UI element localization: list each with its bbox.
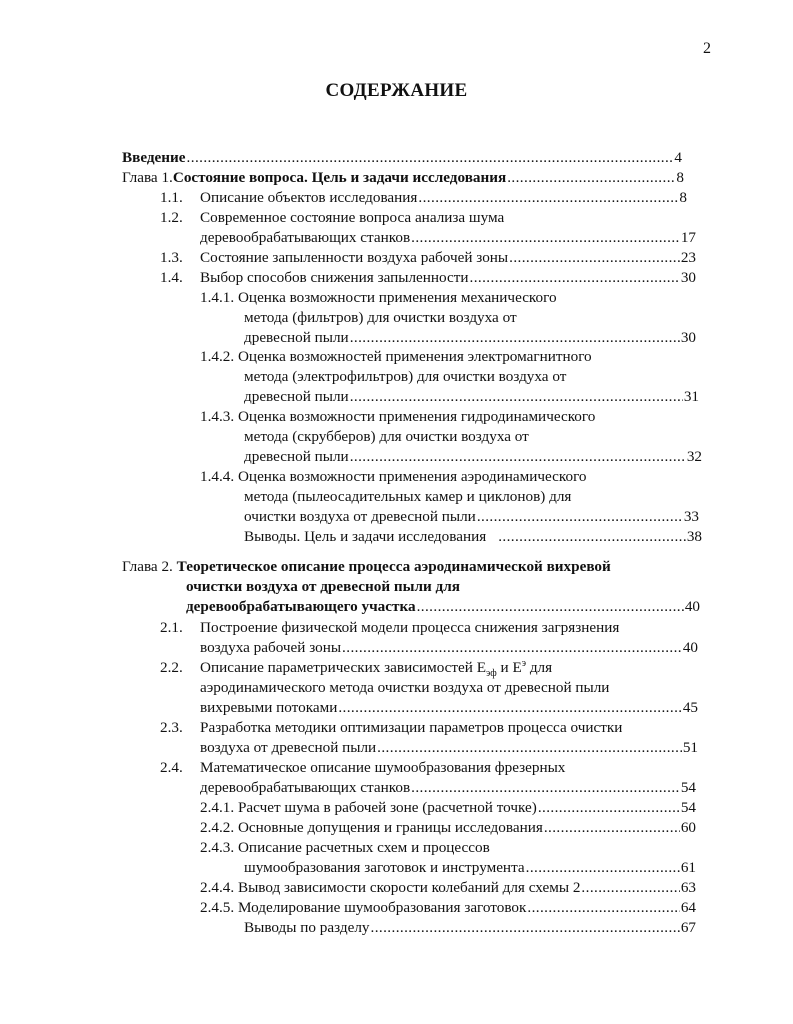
toc-page-number: 64 <box>680 899 696 916</box>
toc-page-number: 23 <box>680 249 696 266</box>
section-number: 1.2. <box>160 209 183 226</box>
subsection-title-cont: шумообразования заготовок и инструмента <box>244 859 525 876</box>
chapter-prefix: Глава 2. <box>122 558 177 575</box>
formula-text: Описание параметрических зависимостей E <box>200 659 486 676</box>
toc-page-number: 45 <box>682 699 698 716</box>
leader-dots <box>527 899 679 917</box>
leader-dots <box>342 639 682 657</box>
leader-dots <box>338 699 681 717</box>
conclusions-title: Выводы. Цель и задачи исследования <box>244 528 487 545</box>
subsection-title-cont: метода (фильтров) для очистки воздуха от <box>244 309 517 326</box>
toc-entry-2-2[interactable] <box>200 699 698 717</box>
toc-entry-2-4[interactable] <box>200 779 696 797</box>
section-title-cont: аэродинамического метода очистки воздуха от древесной пыли <box>200 679 610 696</box>
formula-text: для <box>526 659 553 676</box>
toc-entry-1-4[interactable] <box>200 269 696 287</box>
section-title-cont: вихревыми потоками <box>200 699 338 716</box>
conclusions-title: Выводы по разделу <box>244 919 370 936</box>
toc-page-number: 61 <box>680 859 696 876</box>
toc-entry-1-1[interactable] <box>200 189 687 207</box>
section-number: 2.1. <box>160 619 183 636</box>
subsection-title-cont: древесной пыли <box>244 448 349 465</box>
toc-page-number: 8 <box>679 189 687 206</box>
toc-page-number: 30 <box>680 269 696 286</box>
page-title: СОДЕРЖАНИЕ <box>325 80 468 101</box>
leader-dots <box>417 598 684 616</box>
toc-page-number: 54 <box>680 799 696 816</box>
toc-page-number: 54 <box>680 779 696 796</box>
section-title-cont: деревообрабатывающих станков <box>200 779 411 796</box>
section-title: Описание объектов исследования <box>200 189 418 206</box>
chapter-title: Теоретическое описание процесса аэродинамической вихревой <box>176 558 611 575</box>
subsection-title: 2.4.4. Вывод зависимости скорости колебаний для схемы 2 <box>200 879 581 896</box>
formula-superscript: э <box>521 657 527 669</box>
subsection-title: 1.4.4. Оценка возможности применения аэродинамического <box>200 468 587 485</box>
toc-page-number: 67 <box>680 919 696 936</box>
toc-entry-2-4-4[interactable] <box>200 879 696 897</box>
toc-entry-ch1-conclusions[interactable] <box>244 528 702 546</box>
subsection-title: 1.4.3. Оценка возможности применения гидродинамического <box>200 408 596 425</box>
leader-dots <box>507 169 675 187</box>
leader-dots <box>418 189 678 207</box>
leader-dots <box>377 739 682 757</box>
leader-dots <box>538 799 680 817</box>
section-title: Состояние запыленности воздуха рабочей зоны <box>200 249 509 266</box>
toc-page-number: 33 <box>683 508 699 525</box>
page-number: 2 <box>703 40 711 57</box>
toc-entry-2-4-1[interactable] <box>200 799 696 817</box>
section-number: 1.3. <box>160 249 183 266</box>
leader-dots <box>371 919 680 937</box>
leader-dots <box>350 448 686 466</box>
toc-entry-chapter-2-line1[interactable] <box>122 558 611 576</box>
toc-entry-1-4-2[interactable] <box>244 388 699 406</box>
subsection-title: 1.4.1. Оценка возможности применения механического <box>200 289 557 306</box>
leader-dots <box>544 819 680 837</box>
toc-entry-2-4-5[interactable] <box>200 899 696 917</box>
leader-dots <box>498 528 686 546</box>
toc-page-number: 17 <box>680 229 696 246</box>
section-number: 1.1. <box>160 189 183 206</box>
section-title-cont: воздуха рабочей зоны <box>200 639 342 656</box>
toc-entry-2-3[interactable] <box>200 739 698 757</box>
toc-entry-chapter-1[interactable] <box>122 169 684 187</box>
section-number: 1.4. <box>160 269 183 286</box>
section-number: 2.3. <box>160 719 183 736</box>
toc-page-number: 60 <box>680 819 696 836</box>
subsection-title: 1.4.2. Оценка возможностей применения электромагнитного <box>200 348 592 365</box>
section-number: 2.2. <box>160 659 183 676</box>
leader-dots <box>350 329 680 347</box>
chapter-title: Состояние вопроса. Цель и задачи исследования <box>172 169 507 186</box>
toc-entry-2-4-2[interactable] <box>200 819 696 837</box>
subsection-title: 2.4.5. Моделирование шумообразования заготовок <box>200 899 527 916</box>
subsection-title-cont: очистки воздуха от древесной пыли <box>244 508 476 525</box>
toc-page-number: 63 <box>680 879 696 896</box>
leader-dots <box>411 779 680 797</box>
toc-entry-chapter-2[interactable] <box>186 598 700 616</box>
subsection-title: 2.4.1. Расчет шума в рабочей зоне (расчетной точке) <box>200 799 537 816</box>
chapter-title-cont: деревообрабатывающего участка <box>186 598 416 615</box>
leader-dots <box>187 149 674 167</box>
section-title-cont: воздуха от древесной пыли <box>200 739 377 756</box>
toc-entry-1-2[interactable] <box>200 229 696 247</box>
toc-page-number: 31 <box>683 388 699 405</box>
subsection-title: 2.4.3. Описание расчетных схем и процессов <box>200 839 490 856</box>
leader-dots <box>470 269 680 287</box>
section-number: 2.4. <box>160 759 183 776</box>
section-title-cont: деревообрабатывающих станков <box>200 229 411 246</box>
section-title: Математическое описание шумообразования фрезерных <box>200 759 566 776</box>
toc-entry-1-3[interactable] <box>200 249 696 267</box>
toc-entry-intro[interactable] <box>122 149 682 167</box>
toc-page-number: 30 <box>680 329 696 346</box>
section-title <box>200 657 553 680</box>
toc-page-number: 40 <box>684 598 700 615</box>
leader-dots <box>509 249 680 267</box>
subsection-title: 2.4.2. Основные допущения и границы исследования <box>200 819 543 836</box>
section-title: Выбор способов снижения запыленности <box>200 269 469 286</box>
toc-entry-1-4-4[interactable] <box>244 508 699 526</box>
toc-page-number: 38 <box>686 528 702 545</box>
subsection-title-cont: метода (пылеосадительных камер и циклонов) для <box>244 488 572 505</box>
formula-text: и E <box>496 659 522 676</box>
section-title: Современное состояние вопроса анализа шума <box>200 209 505 226</box>
chapter-title-cont: очистки воздуха от древесной пыли для <box>186 578 460 595</box>
subsection-title-cont: древесной пыли <box>244 388 349 405</box>
toc-page-number: 51 <box>682 739 698 756</box>
toc-entry-ch2-conclusions[interactable] <box>244 919 696 937</box>
subsection-title-cont: древесной пыли <box>244 329 349 346</box>
leader-dots <box>350 388 683 406</box>
toc-entry-1-4-3[interactable] <box>244 448 702 466</box>
leader-dots <box>581 879 679 897</box>
toc-page-number: 40 <box>682 639 698 656</box>
subsection-title-cont: метода (скрубберов) для очистки воздуха от <box>244 428 529 445</box>
section-title: Построение физической модели процесса снижения загрязнения <box>200 619 620 636</box>
toc-page-number: 32 <box>686 448 702 465</box>
leader-dots <box>526 859 680 877</box>
chapter-prefix: Глава 1. <box>122 169 173 186</box>
formula-subscript: эф <box>486 668 497 680</box>
leader-dots <box>477 508 683 526</box>
toc-page-number: 4 <box>674 149 682 166</box>
section-title: Разработка методики оптимизации параметров процесса очистки <box>200 719 623 736</box>
toc-intro-label: Введение <box>122 149 186 166</box>
leader-dots <box>411 229 680 247</box>
toc-entry-1-4-1[interactable] <box>244 329 696 347</box>
subsection-title-cont: метода (электрофильтров) для очистки воздуха от <box>244 368 567 385</box>
toc-entry-2-4-3[interactable] <box>244 859 696 877</box>
toc-page-number: 8 <box>676 169 684 186</box>
toc-entry-2-1[interactable] <box>200 639 698 657</box>
